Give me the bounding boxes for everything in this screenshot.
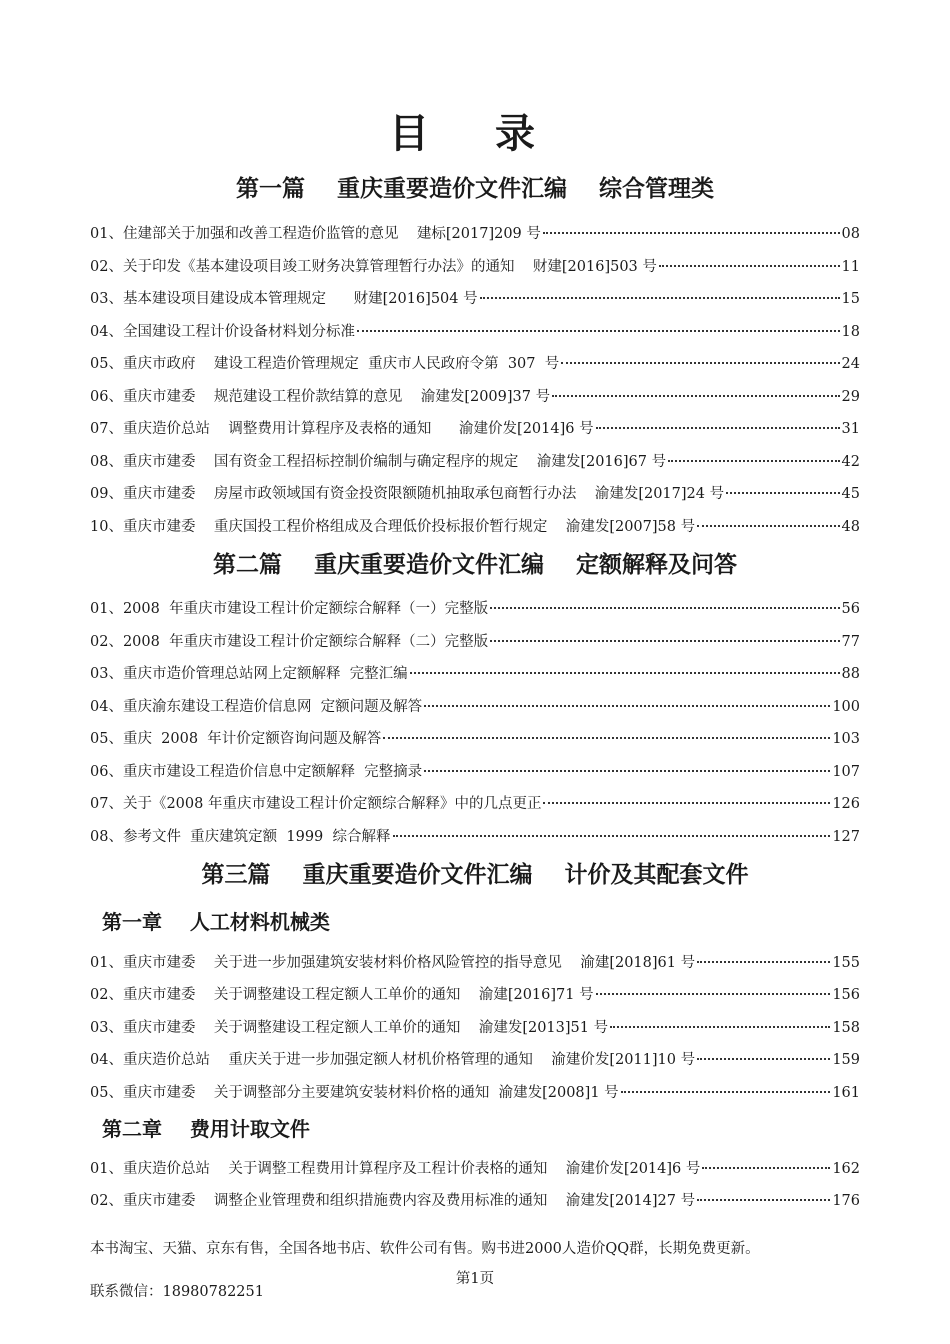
toc-entry[interactable] (90, 384, 860, 410)
toc-entry-page: 126 (832, 796, 860, 812)
toc-entry[interactable] (90, 1188, 860, 1214)
chapter-heading-2: 第二章 费用计取文件 (102, 1117, 310, 1141)
leader-dots (383, 737, 830, 739)
leader-dots (697, 1199, 830, 1201)
toc-entry-text: 05、重庆市政府 建设工程造价管理规定 重庆市人民政府令第 307 号 (90, 356, 560, 372)
toc-entry-page: 08 (841, 226, 860, 242)
toc-entry[interactable] (90, 481, 860, 507)
leader-dots (490, 640, 839, 642)
toc-entry-page: 48 (841, 519, 860, 535)
toc-entry-page: 15 (841, 291, 860, 307)
toc-entry-page: 45 (841, 486, 860, 502)
toc-entry[interactable] (90, 416, 860, 442)
leader-dots (610, 1026, 830, 1028)
toc-entry-text: 03、重庆市建委 关于调整建设工程定额人工单价的通知 渝建发[2013]51 号 (90, 1020, 609, 1036)
toc-entry-text: 08、重庆市建委 国有资金工程招标控制价编制与确定程序的规定 渝建发[2016]67 号 (90, 454, 667, 470)
leader-dots (697, 1058, 830, 1060)
toc-entry-text: 02、重庆市建委 调整企业管理费和组织措施费内容及费用标准的通知 渝建发[2014]27 号 (90, 1193, 696, 1209)
toc-entry[interactable] (90, 221, 860, 247)
toc-entry-text: 06、重庆市建设工程造价信息中定额解释 完整摘录 (90, 764, 423, 780)
toc-entry-text: 02、重庆市建委 关于调整建设工程定额人工单价的通知 渝建[2016]71 号 (90, 987, 594, 1003)
toc-entry-text: 01、住建部关于加强和改善工程造价监管的意见 建标[2017]209 号 (90, 226, 541, 242)
toc-entry[interactable] (90, 1047, 860, 1073)
toc-entry-text: 09、重庆市建委 房屋市政领域国有资金投资限额随机抽取承包商暂行办法 渝建发[2017]24 号 (90, 486, 725, 502)
toc-entry[interactable] (90, 286, 860, 312)
toc-entry-page: 24 (841, 356, 860, 372)
toc-entry-text: 04、重庆造价总站 重庆关于进一步加强定额人材机价格管理的通知 渝建价发[2011]10 号 (90, 1052, 696, 1068)
footer-notice: 本书淘宝、天猫、京东有售，全国各地书店、软件公司有售。购书进2000人造价QQ群，长期免费更新。 (90, 1241, 760, 1257)
leader-dots (659, 265, 840, 267)
toc-entry-text: 07、重庆造价总站 调整费用计算程序及表格的通知 渝建价发[2014]6 号 (90, 421, 594, 437)
leader-dots (393, 835, 831, 837)
toc-entry[interactable] (90, 791, 860, 817)
toc-entry-page: 31 (841, 421, 860, 437)
toc-entry[interactable] (90, 514, 860, 540)
page-title: 目 录 (389, 111, 561, 157)
toc-entry-page: 88 (841, 666, 860, 682)
toc-entry-page: 156 (832, 987, 860, 1003)
toc-entry[interactable] (90, 982, 860, 1008)
toc-entry-page: 77 (841, 634, 860, 650)
toc-entry-text: 03、基本建设项目建设成本管理规定 财建[2016]504 号 (90, 291, 478, 307)
toc-entry[interactable] (90, 726, 860, 752)
toc-entry[interactable] (90, 661, 860, 687)
toc-entry-page: 107 (832, 764, 860, 780)
toc-entry[interactable] (90, 319, 860, 345)
toc-entry-text: 05、重庆 2008 年计价定额咨询问题及解答 (90, 731, 382, 747)
leader-dots (668, 460, 839, 462)
toc-entry[interactable] (90, 1156, 860, 1182)
toc-entry-page: 103 (832, 731, 860, 747)
toc-entry-text: 01、重庆市建委 关于进一步加强建筑安装材料价格风险管控的指导意见 渝建[2018]61 号 (90, 955, 696, 971)
footer-contact: 联系微信：18980782251 (90, 1284, 264, 1300)
toc-entry-page: 158 (832, 1020, 860, 1036)
toc-entry-page: 29 (841, 389, 860, 405)
toc-entry-text: 02、2008 年重庆市建设工程计价定额综合解释（二）完整版 (90, 634, 489, 650)
page-number: 第1页 (455, 1271, 495, 1287)
toc-entry-text: 02、关于印发《基本建设项目竣工财务决算管理暂行办法》的通知 财建[2016]503 号 (90, 259, 657, 275)
leader-dots (621, 1091, 831, 1093)
toc-entry-page: 100 (832, 699, 860, 715)
toc-entry-text: 01、2008 年重庆市建设工程计价定额综合解释（一）完整版 (90, 601, 489, 617)
leader-dots (596, 427, 840, 429)
leader-dots (697, 961, 830, 963)
leader-dots (543, 232, 840, 234)
leader-dots (697, 525, 839, 527)
toc-entry-page: 176 (832, 1193, 860, 1209)
leader-dots (596, 993, 831, 995)
toc-entry-page: 159 (832, 1052, 860, 1068)
toc-entry[interactable] (90, 351, 860, 377)
leader-dots (357, 330, 840, 332)
toc-entry-text: 03、重庆市造价管理总站网上定额解释 完整汇编 (90, 666, 408, 682)
toc-entry-page: 162 (832, 1161, 860, 1177)
toc-entry[interactable] (90, 629, 860, 655)
toc-entry-page: 127 (832, 829, 860, 845)
part-heading-2: 第二篇 重庆重要造价文件汇编 定额解释及问答 (212, 552, 738, 578)
part-heading-3: 第三篇 重庆重要造价文件汇编 计价及其配套文件 (201, 862, 749, 888)
toc-entry-text: 08、参考文件 重庆建筑定额 1999 综合解释 (90, 829, 391, 845)
leader-dots (552, 395, 839, 397)
toc-entry[interactable] (90, 950, 860, 976)
toc-entry[interactable] (90, 824, 860, 850)
toc-entry-text: 01、重庆造价总站 关于调整工程费用计算程序及工程计价表格的通知 渝建价发[2014]6 号 (90, 1161, 701, 1177)
toc-entry[interactable] (90, 1015, 860, 1041)
toc-entry[interactable] (90, 596, 860, 622)
chapter-heading-1: 第一章 人工材料机械类 (102, 910, 330, 934)
toc-entry-page: 56 (841, 601, 860, 617)
part-heading-1: 第一篇 重庆重要造价文件汇编 综合管理类 (235, 176, 715, 202)
leader-dots (561, 362, 839, 364)
leader-dots (424, 705, 830, 707)
toc-entry-page: 18 (841, 324, 860, 340)
toc-entry[interactable] (90, 694, 860, 720)
toc-entry-page: 11 (841, 259, 860, 275)
toc-entry[interactable] (90, 759, 860, 785)
toc-entry-page: 161 (832, 1085, 860, 1101)
toc-entry[interactable] (90, 1080, 860, 1106)
toc-entry-page: 42 (841, 454, 860, 470)
leader-dots (410, 672, 840, 674)
leader-dots (543, 802, 830, 804)
leader-dots (726, 492, 839, 494)
toc-entry-text: 07、关于《2008 年重庆市建设工程计价定额综合解释》中的几点更正 (90, 796, 542, 812)
toc-entry-text: 04、重庆渝东建设工程造价信息网 定额问题及解答 (90, 699, 423, 715)
toc-entry-text: 06、重庆市建委 规范建设工程价款结算的意见 渝建发[2009]37 号 (90, 389, 551, 405)
toc-entry-text: 10、重庆市建委 重庆国投工程价格组成及合理低价投标报价暂行规定 渝建发[2007]58 号 (90, 519, 696, 535)
leader-dots (480, 297, 840, 299)
toc-entry-page: 155 (832, 955, 860, 971)
leader-dots (424, 770, 830, 772)
toc-entry-text: 04、全国建设工程计价设备材料划分标准 (90, 324, 355, 340)
leader-dots (702, 1167, 830, 1169)
leader-dots (490, 607, 839, 609)
toc-entry-text: 05、重庆市建委 关于调整部分主要建筑安装材料价格的通知 渝建发[2008]1 号 (90, 1085, 619, 1101)
toc-entry[interactable] (90, 449, 860, 475)
toc-entry[interactable] (90, 254, 860, 280)
